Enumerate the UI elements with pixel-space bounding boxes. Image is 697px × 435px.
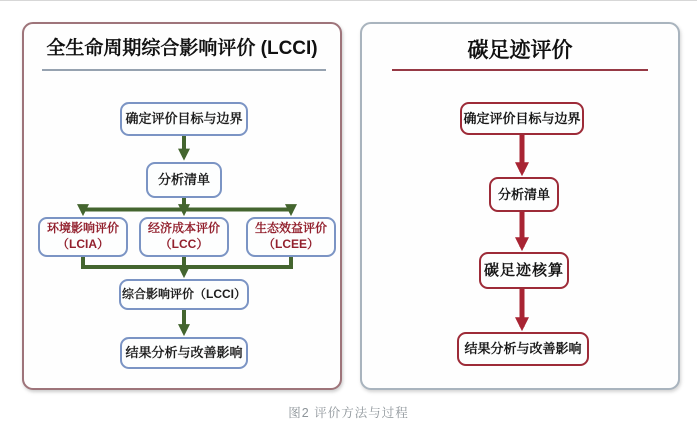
- lcci-title-divider: [42, 69, 326, 71]
- node-combined-lcci-label: 综合影响评价（LCCI）: [122, 287, 246, 302]
- node-carbon-inventory-label: 分析清单: [497, 186, 550, 202]
- node-goal-boundary-label: 确定评价目标与边界: [125, 111, 243, 127]
- node-goal-boundary: [120, 102, 248, 136]
- carbon-panel-title: 碳足迹评价: [467, 39, 573, 62]
- node-carbon-goal-boundary-label: 确定评价目标与边界: [463, 110, 581, 126]
- node-lcia-line2: （LCIA）: [57, 237, 109, 251]
- node-lcc-line2: （LCC）: [159, 237, 209, 251]
- node-carbon-accounting-label: 碳足迹核算: [483, 261, 564, 279]
- node-lcia: [38, 217, 128, 257]
- lcci-panel-title: 全生命周期综合影响评价 (LCCI): [46, 38, 318, 59]
- node-result-improvement: [120, 337, 248, 369]
- node-lcee-line1: 生态效益评价: [254, 221, 327, 236]
- carbon-footprint-panel: [360, 22, 680, 390]
- node-lcia-line1: 环境影响评价: [46, 221, 119, 236]
- node-carbon-result-label: 结果分析与改善影响: [464, 341, 582, 357]
- node-lcc-line1: 经济成本评价: [147, 221, 220, 236]
- figure-caption: 图2 评价方法与过程: [288, 406, 409, 420]
- node-inventory-label: 分析清单: [157, 172, 210, 188]
- node-carbon-goal-boundary: [460, 102, 584, 135]
- node-lcc: [139, 217, 229, 257]
- node-carbon-result: [457, 332, 589, 366]
- lcci-panel: [22, 22, 342, 390]
- node-inventory: [146, 162, 222, 198]
- node-carbon-inventory: [489, 177, 559, 212]
- node-result-improvement-label: 结果分析与改善影响: [125, 345, 243, 361]
- carbon-title-divider: [392, 69, 648, 71]
- top-divider-line: [0, 0, 697, 1]
- node-lcee-line2: （LCEE）: [262, 237, 319, 251]
- node-combined-lcci: [119, 279, 249, 310]
- node-lcee: [246, 217, 336, 257]
- node-carbon-accounting: [479, 252, 569, 289]
